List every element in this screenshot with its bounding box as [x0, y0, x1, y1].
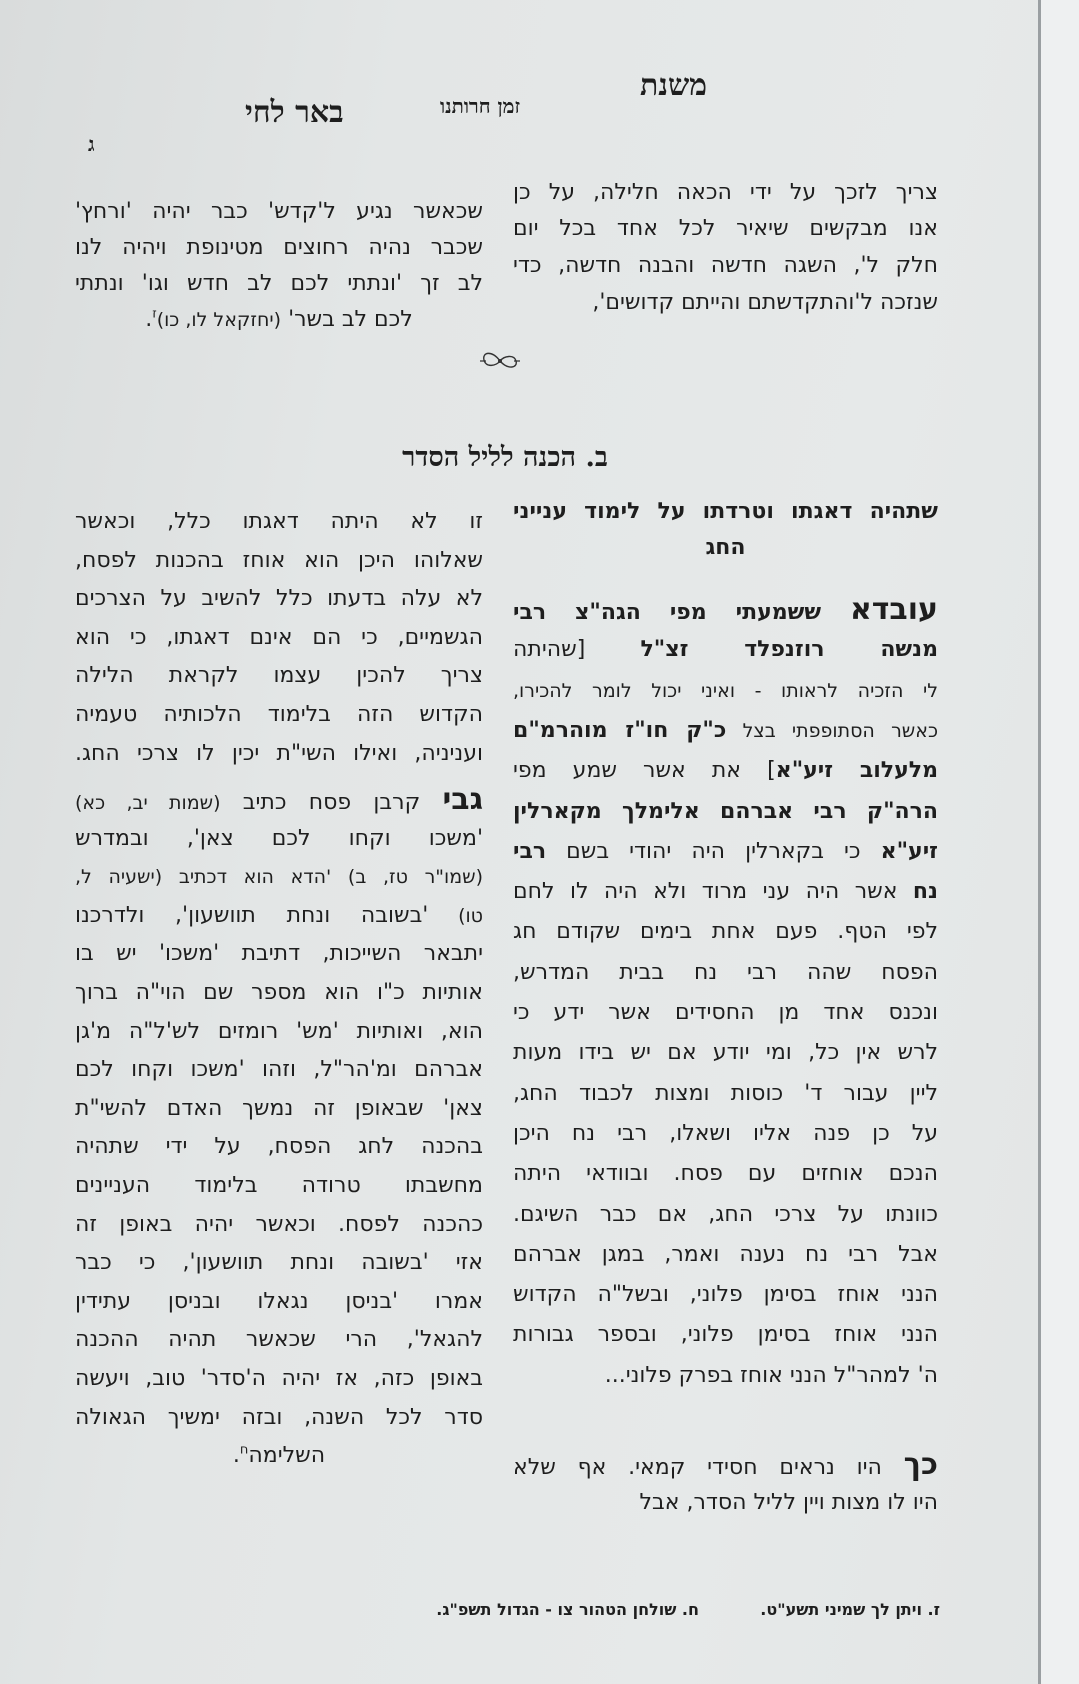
text-segment: ששמעתי מפי הגה"צ רבי: [513, 600, 850, 625]
text-segment: שאלוהו היכן הוא אוחז בהכנות לפסח,: [75, 547, 483, 573]
running-head-book-a: משנת: [640, 68, 708, 103]
text-segment: כאשר הסתופפתי בצל: [726, 719, 938, 742]
floral-divider-icon: [478, 348, 522, 374]
text-line: [75, 1287, 483, 1317]
text-line: [75, 305, 483, 335]
text-segment: לכם לב בשר': [281, 307, 413, 332]
text-line: [513, 1159, 938, 1189]
text-line: [513, 756, 938, 786]
text-segment: .: [232, 1443, 240, 1469]
text-line: [75, 939, 483, 969]
text-line: [75, 1017, 483, 1047]
text-segment: אנו מבקשים שיאיר לכל אחד בכל יום: [513, 216, 938, 241]
text-segment: קרבן פסח כתיב: [220, 790, 443, 815]
text-segment: הנני אוחז בסימן פלוני, ובספר גבורות: [513, 1322, 938, 1348]
text-segment: (שמו"ר טז, ב) 'הדא הוא דכתיב (ישעיה ל,: [75, 866, 483, 889]
text-segment: סדר לכל השנה, ובזה ימשיך הגאולה: [75, 1404, 483, 1430]
text-segment: שכאשר נגיע ל'קדש' כבר יהיה 'ורחץ': [75, 199, 483, 224]
text-segment: בהכנה לחג הפסח, על ידי שתהיה: [75, 1134, 483, 1160]
text-segment: אברהם ומ'הר"ל, וזהו 'משכו וקחו לכם: [75, 1057, 483, 1083]
text-line: [75, 197, 483, 227]
text-line: [75, 584, 483, 614]
text-segment: באופן כזה, אז יהיה ה'סדר' טוב, ויעשה: [75, 1366, 483, 1391]
text-segment: ] את אשר שמע מפי: [513, 758, 776, 784]
text-segment: השלימה: [248, 1443, 326, 1469]
text-line: [75, 1403, 483, 1433]
text-line: [513, 533, 938, 563]
text-segment: ליין עבור ד' כוסות ומצות לכבוד החג,: [513, 1080, 938, 1106]
text-segment: ונכנס אחד מן החסידים אשר ידע כי: [513, 1000, 938, 1025]
text-segment: (יחזקאל לו, כו): [156, 309, 282, 331]
text-line: [75, 824, 483, 854]
text-segment: לב זך 'ונתתי לכם לב חדש וגו' ונתתי: [75, 271, 483, 296]
text-line: [75, 233, 483, 263]
text-segment: .: [145, 307, 153, 332]
text-line: [513, 1320, 938, 1350]
text-segment: החג: [705, 535, 746, 560]
text-segment: זיע"א: [880, 838, 938, 864]
text-segment: לי הזכיה לראותו - ואיני יכול לומר להכירו,: [513, 679, 938, 702]
text-line: [75, 901, 483, 931]
text-segment: [שהיתה: [513, 637, 641, 663]
text-line: [513, 676, 938, 706]
text-segment: היו לו מצות ויין לליל הסדר, אבל: [639, 1490, 938, 1515]
text-segment: לא עלה בדעתו כלל להשיב על הצרכים: [75, 586, 483, 612]
text-line: [513, 1038, 938, 1068]
text-segment: יתבאר השייכות, דתיבת 'משכו' יש בו: [75, 941, 483, 967]
text-line: [75, 546, 483, 576]
text-line: [513, 958, 938, 988]
text-line: [513, 1280, 938, 1310]
text-segment: מחשבתו טרודה בלימוד העניינים: [75, 1173, 483, 1198]
text-segment: כהכנה לפסח. וכאשר יהיה באופן זה: [75, 1211, 483, 1237]
text-segment: כ"ק חו"ז מוהרמ"ם: [513, 717, 727, 743]
text-line: [75, 1055, 483, 1085]
text-segment: טו): [428, 904, 483, 927]
section-heading: ב. הכנה לליל הסדר: [402, 442, 608, 473]
text-segment: הנני אוחז בסימן פלוני, ובשל"ה הקדוש: [513, 1282, 938, 1308]
text-line: [75, 782, 483, 817]
text-segment: שתהיה דאגתו וטרדתו על לימוד ענייני: [513, 499, 938, 524]
text-line: [75, 1210, 483, 1240]
text-line: [75, 1441, 483, 1471]
page-edge: [1038, 0, 1041, 1684]
text-line: [513, 797, 938, 827]
text-line: [75, 1325, 483, 1355]
footnote-marker: ח: [239, 1442, 249, 1458]
text-segment: לרש אין כל, ומי יודע אם יש בידו מעות: [513, 1040, 938, 1066]
footnote-het: ח. שולחן הטהור צו - הגדול תשפ"ג.: [436, 1600, 699, 1619]
text-segment: הרה"ק רבי אברהם אלימלך מקארלין: [513, 798, 938, 824]
text-segment: לפי הטף. פעם אחת בימים שקודם חג: [513, 919, 938, 945]
text-segment: חלק ל', השגה חדשה והבנה חדשה, כדי: [513, 253, 938, 278]
running-head-book-b: באר לחי: [245, 95, 344, 130]
text-line: [75, 269, 483, 299]
text-segment: היו נראים חסידי קמאי. אף שלא: [513, 1455, 904, 1480]
text-line: [513, 1119, 938, 1149]
text-segment: אזי 'בשובה ונחת תוושעון', כי כבר: [75, 1250, 483, 1276]
text-line: [513, 214, 938, 244]
text-segment: אבל רבי נח נענה ואמר, במגן אברהם: [513, 1241, 938, 1267]
text-segment: נח: [912, 879, 938, 905]
text-segment: רבי: [513, 838, 547, 864]
text-segment: צריך לזכך על ידי הכאה חלילה, על כן: [513, 180, 938, 205]
text-line: [75, 978, 483, 1008]
text-segment: כוונתו על צרכי החג, אם כבר השיגם.: [513, 1201, 938, 1227]
text-segment: הפסח שהה רבי נח בבית המדרש,: [513, 959, 938, 985]
text-segment: על כן פנה אליו ושאלו, רבי נח היכן: [513, 1120, 938, 1146]
drop-word: עובדא: [849, 592, 938, 627]
text-segment: אמרו 'בניסן נגאלו ובניסן עתידין: [75, 1288, 483, 1314]
text-line: [513, 1447, 938, 1482]
text-line: [513, 497, 938, 527]
page-number: ג: [88, 132, 95, 156]
drop-word: גבי: [442, 782, 483, 817]
text-segment: אשר היה עני מרוד ולא היה לו לחם: [513, 879, 913, 905]
running-head-chapter: זמן חרותנו: [440, 94, 521, 118]
text-line: [75, 739, 483, 769]
text-segment: זו לא היתה דאגתו כלל, וכאשר: [75, 509, 483, 534]
text-segment: הגשמיים, כי הם אינם דאגתו, כי הוא: [75, 624, 483, 650]
footnote-marker: ז: [152, 306, 157, 322]
text-line: [513, 837, 938, 867]
text-segment: הקדוש הזה בלימוד הלכותיה טעמיה: [75, 702, 483, 727]
text-line: [513, 917, 938, 947]
text-segment: צאן' שבאופן זה נמשך האדם להשי"ת: [75, 1095, 483, 1121]
text-line: [513, 998, 938, 1028]
text-line: [513, 716, 938, 746]
text-segment: (שמות יב, כא): [75, 792, 221, 814]
drop-word: כך: [903, 1447, 938, 1482]
text-line: [75, 623, 483, 653]
text-line: [75, 862, 483, 892]
text-segment: שכבר נהיה רחוצים מטינופת ויהיה לנו: [75, 235, 483, 260]
text-line: [75, 1094, 483, 1124]
text-line: [513, 251, 938, 281]
text-segment: להגאל', הרי שכאשר תהיה ההכנה: [75, 1327, 483, 1353]
text-line: [75, 1364, 483, 1394]
text-segment: אותיות כ"ו הוא מספר שם הוי"ה ברוך: [75, 980, 483, 1005]
text-segment: שנזכה ל'והתקדשתם והייתם קדושים',: [592, 290, 938, 315]
text-segment: צריך להכין עצמו לקראת הלילה: [75, 663, 483, 689]
text-line: [513, 1488, 938, 1518]
text-line: [513, 635, 938, 665]
text-segment: הוא, ואותיות 'מש' רומזים לש'ל"ה מ'גן: [75, 1018, 483, 1044]
text-segment: 'משכו וקחו לכם צאן', ובמדרש: [75, 825, 483, 851]
text-segment: 'בשובה ונחת תוושעון', ולדרכנו: [75, 902, 429, 928]
text-line: [513, 877, 938, 907]
text-segment: ועניניה, ואילו השי"ת יכין לו צרכי החג.: [75, 740, 483, 766]
page-beyond-edge: [1041, 0, 1079, 1684]
footnote-z: ז. ויתן לך שמיני תשע"ט.: [760, 1600, 940, 1619]
text-segment: הנכם אוחזים עם פסח. ובוודאי היתה: [513, 1161, 938, 1187]
text-line: [513, 288, 938, 318]
text-segment: מלעלוב זיע"א: [775, 758, 938, 784]
text-segment: ה' למהר"ל הנני אוחז בפרק פלוני...: [604, 1362, 938, 1388]
text-line: [75, 507, 483, 537]
text-line: [75, 1132, 483, 1162]
text-segment: מנשה רוזנפלד זצ"ל: [640, 637, 938, 663]
text-line: [513, 1200, 938, 1230]
text-line: [75, 661, 483, 691]
text-segment: כי בקארלין היה יהודי בשם: [546, 838, 881, 864]
text-line: [75, 700, 483, 730]
text-line: [513, 1361, 938, 1391]
text-line: [75, 1171, 483, 1201]
text-line: [513, 1240, 938, 1270]
text-line: [75, 1248, 483, 1278]
text-line: [513, 1079, 938, 1109]
text-line: [513, 178, 938, 208]
text-line: [513, 592, 938, 627]
